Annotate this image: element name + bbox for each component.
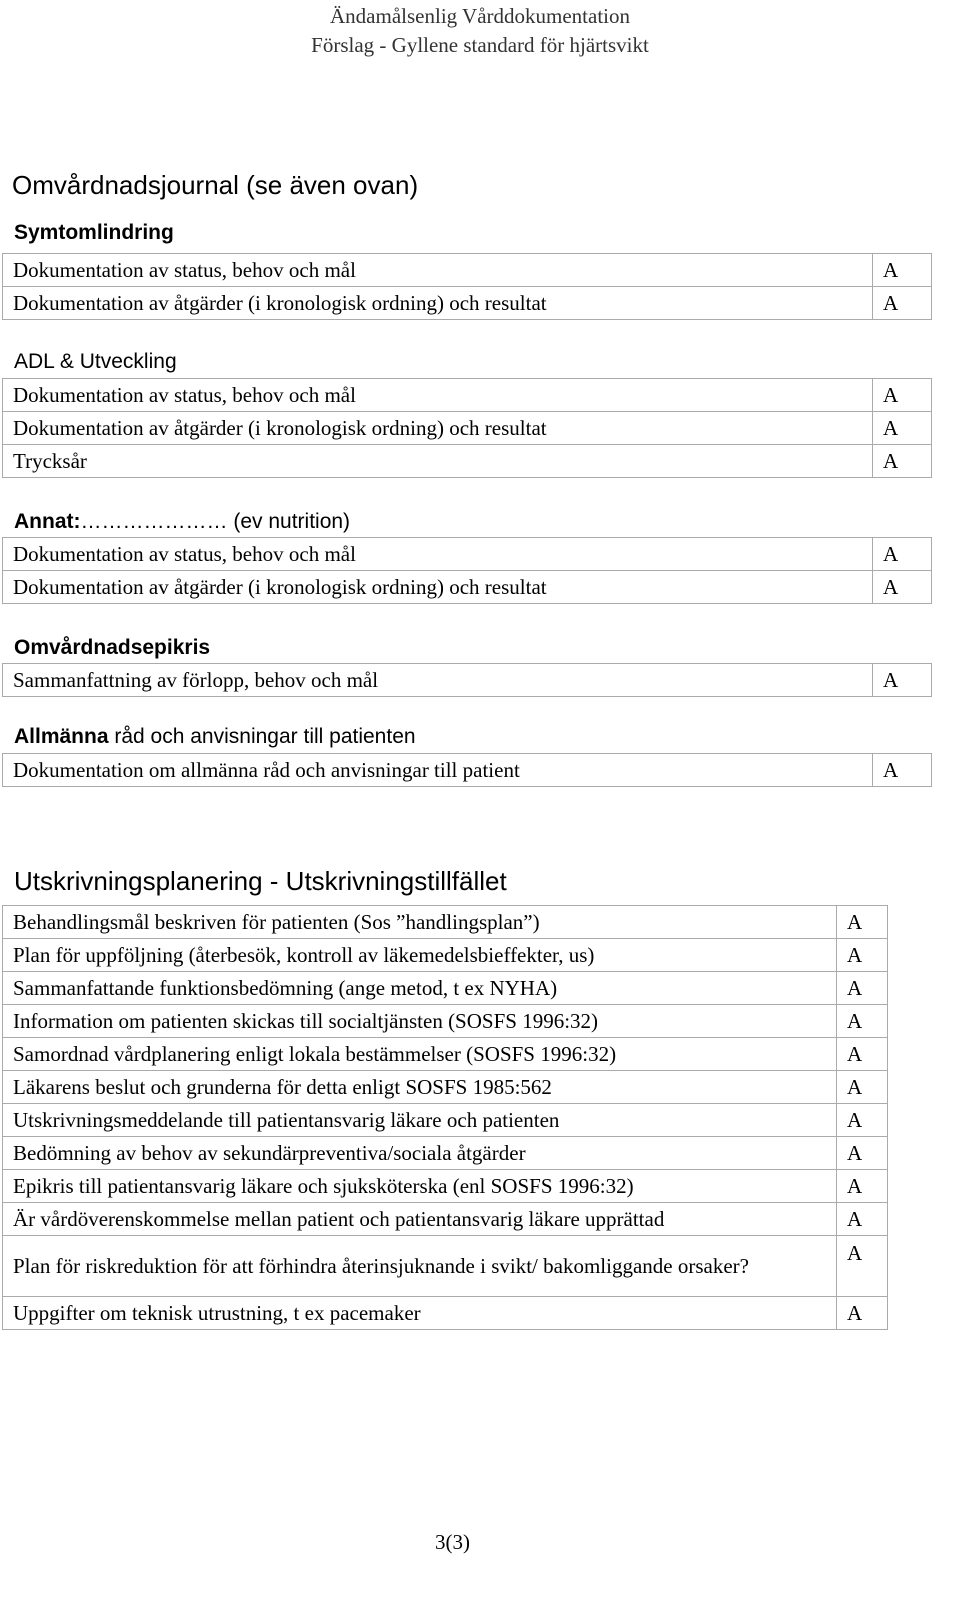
row-text: Utskrivningsmeddelande till patientansvarig läkare och patienten — [3, 1104, 837, 1137]
row-text: Samordnad vårdplanering enligt lokala bestämmelser (SOSFS 1996:32) — [3, 1038, 837, 1071]
epikris-table — [2, 663, 932, 697]
adl-table — [2, 378, 932, 478]
row-value: A — [837, 1297, 888, 1330]
row-value: A — [837, 972, 888, 1005]
table-row — [3, 1297, 888, 1330]
row-text: Dokumentation av åtgärder (i kronologisk ordning) och resultat — [3, 412, 873, 445]
row-text: Dokumentation av åtgärder (i kronologisk ordning) och resultat — [3, 287, 873, 320]
row-value: A — [873, 412, 932, 445]
table-row — [3, 939, 888, 972]
table-row — [3, 1038, 888, 1071]
row-text: Är vårdöverenskommelse mellan patient och patientansvarig läkare upprättad — [3, 1203, 837, 1236]
row-value: A — [837, 906, 888, 939]
annat-heading — [14, 510, 350, 534]
row-value: A — [837, 939, 888, 972]
row-text: Dokumentation av status, behov och mål — [3, 538, 873, 571]
row-value: A — [837, 1005, 888, 1038]
row-value: A — [837, 1038, 888, 1071]
table-row — [3, 1236, 888, 1297]
row-value: A — [837, 1203, 888, 1236]
journal-title: Omvårdnadsjournal (se även ovan) — [12, 170, 419, 200]
table-row — [3, 1137, 888, 1170]
row-value: A — [837, 1071, 888, 1104]
row-text: Dokumentation av status, behov och mål — [3, 254, 873, 287]
row-value: A — [837, 1170, 888, 1203]
table-row — [3, 379, 932, 412]
table-row — [3, 1170, 888, 1203]
allmanna-note: råd och anvisningar till patienten — [108, 725, 416, 748]
page-number: 3(3) — [435, 1530, 470, 1554]
row-value: A — [837, 1236, 888, 1297]
row-value: A — [873, 538, 932, 571]
allmanna-label: Allmänna — [14, 725, 109, 748]
utskrivning-title: Utskrivningsplanering - Utskrivningstillfället — [14, 866, 507, 896]
row-text: Bedömning av behov av sekundärpreventiva/sociala åtgärder — [3, 1137, 837, 1170]
table-row — [3, 1104, 888, 1137]
row-value: A — [873, 664, 932, 697]
table-row — [3, 1203, 888, 1236]
row-text: Dokumentation om allmänna råd och anvisningar till patient — [3, 754, 873, 787]
allmanna-table — [2, 753, 932, 787]
page-header — [0, 0, 960, 60]
row-value: A — [837, 1104, 888, 1137]
table-row — [3, 664, 932, 697]
table-row — [3, 287, 932, 320]
table-row — [3, 538, 932, 571]
row-text: Information om patienten skickas till socialtjänsten (SOSFS 1996:32) — [3, 1005, 837, 1038]
allmanna-heading — [14, 725, 416, 749]
row-text: Behandlingsmål beskriven för patienten (Sos ”handlingsplan”) — [3, 906, 837, 939]
row-value: A — [873, 754, 932, 787]
epikris-heading: Omvårdnadsepikris — [14, 636, 211, 659]
table-row — [3, 571, 932, 604]
symptom-table — [2, 253, 932, 320]
table-row — [3, 972, 888, 1005]
row-text: Dokumentation av status, behov och mål — [3, 379, 873, 412]
table-row — [3, 1071, 888, 1104]
row-text: Uppgifter om teknisk utrustning, t ex pacemaker — [3, 1297, 837, 1330]
document-title: Ändamålsenlig Vårddokumentation — [330, 4, 630, 28]
row-text: Plan för riskreduktion för att förhindra återinsjuknande i svikt/ bakomliggande orsaker? — [3, 1236, 837, 1297]
annat-label: Annat: — [14, 510, 81, 533]
row-value: A — [873, 445, 932, 478]
adl-heading: ADL & Utveckling — [14, 350, 177, 373]
row-value: A — [873, 254, 932, 287]
annat-table — [2, 537, 932, 604]
row-value: A — [873, 571, 932, 604]
table-row — [3, 1005, 888, 1038]
annat-note: ………………… (ev nutrition) — [80, 510, 351, 533]
row-text: Läkarens beslut och grunderna för detta enligt SOSFS 1985:562 — [3, 1071, 837, 1104]
row-text: Trycksår — [3, 445, 873, 478]
utskrivning-table — [2, 905, 888, 1330]
document-subtitle: Förslag - Gyllene standard för hjärtsvikt — [311, 33, 649, 57]
table-row — [3, 906, 888, 939]
row-text: Dokumentation av åtgärder (i kronologisk ordning) och resultat — [3, 571, 873, 604]
table-row — [3, 754, 932, 787]
row-value: A — [837, 1137, 888, 1170]
row-text: Plan för uppföljning (återbesök, kontroll av läkemedelsbieffekter, us) — [3, 939, 837, 972]
table-row — [3, 254, 932, 287]
row-text: Epikris till patientansvarig läkare och sjuksköterska (enl SOSFS 1996:32) — [3, 1170, 837, 1203]
row-text: Sammanfattande funktionsbedömning (ange metod, t ex NYHA) — [3, 972, 837, 1005]
row-text: Sammanfattning av förlopp, behov och mål — [3, 664, 873, 697]
row-value: A — [873, 379, 932, 412]
table-row — [3, 412, 932, 445]
table-row — [3, 445, 932, 478]
row-value: A — [873, 287, 932, 320]
symptom-heading: Symtomlindring — [14, 221, 174, 244]
